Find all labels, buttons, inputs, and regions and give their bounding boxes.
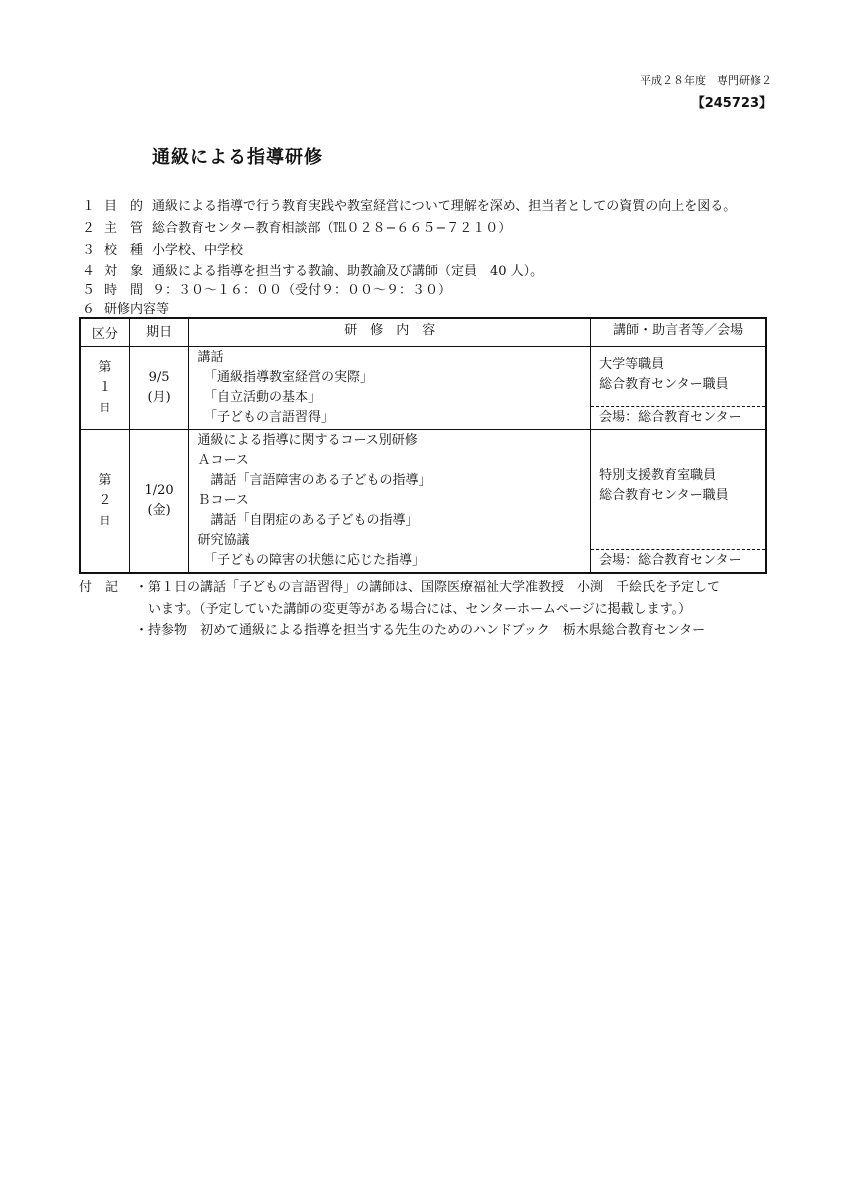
item-label: 時 間 [104,283,144,298]
item-number: ４ [82,264,96,279]
day-number: ２ [98,493,112,508]
day-char: 日 [99,401,111,414]
day-char: 第 [98,360,112,375]
header-course-info: 平成２８年度 専門研修２ [640,74,772,87]
content-line: 通級による指導に関するコース別研修 [197,433,418,448]
instructor-cell [591,347,766,430]
content-line: Ａコース [197,453,249,468]
item-label: 目 的 [104,199,144,214]
item-label: 研修内容等 [104,302,170,317]
item-label: 対 象 [104,264,144,279]
date-weekday: (金) [147,503,171,518]
content-line: 「子どもの障害の状態に応じた指導」 [197,553,425,568]
date-cell [129,430,189,574]
item-number: ２ [82,221,96,236]
date-value: 9/5 [148,370,170,385]
content-line: 研究協議 [197,533,250,548]
notes-label: 付 記 [79,580,119,595]
header-category: 区分 [80,318,129,347]
item-school-type [82,239,243,258]
item-text: 総合教育センター教育相談部（℡０２８−６６５−７２１０） [152,221,512,236]
day-cell [80,347,129,430]
date-value: 1/20 [144,483,174,498]
item-target [82,260,543,279]
date-cell [129,347,189,430]
instructor-line: 特別支援教育室職員 [599,468,717,483]
day-char: 第 [98,473,112,488]
item-label: 校 種 [104,243,144,258]
item-number: １ [82,199,96,214]
item-organizer [82,217,511,236]
note-line: ・第１日の講話「子どもの言語習得」の講師は、国際医療福祉大学准教授 小渕 千絵氏を予定して [135,580,721,595]
content-line: 講話「言語障害のある子どもの指導」 [197,473,432,488]
table-header-row [80,318,766,347]
table-row [80,430,766,574]
training-schedule-table [79,317,767,574]
item-number: ５ [82,283,96,298]
item-contents-heading [82,298,169,317]
content-line: 「子どもの言語習得」 [197,410,334,425]
content-line: 「通級指導教室経営の実際」 [197,370,373,385]
note-line: います。（予定していた講師の変更等がある場合には、センターホームページに掲載します。） [148,602,692,617]
note-line: ・持参物 初めて通級による指導を担当する先生のためのハンドブック 栃木県総合教育センター [135,623,706,638]
header-instructor: 講師・助言者等／会場 [591,318,766,347]
item-purpose [82,195,736,214]
header-date: 期日 [129,318,189,347]
day-cell [80,430,129,574]
content-cell [189,430,591,574]
content-line: 講話 [197,350,224,365]
instructor-cell [591,430,766,574]
instructor-line: 大学等職員 [599,357,665,372]
instructor-line: 総合教育センター職員 [599,488,729,503]
item-number: ３ [82,243,96,258]
day-char: 日 [99,514,111,527]
document-title: 通級による指導研修 [152,147,323,168]
venue: 会場：総合教育センター [591,406,765,429]
day-number: １ [98,380,112,395]
item-text: ９：３０〜１６：００（受付９：００〜９：３０） [152,283,452,298]
item-text: 通級による指導を担当する教諭、助教諭及び講師（定員 40 人）。 [152,264,544,279]
content-cell [189,347,591,430]
course-code: 【245723】 [691,96,772,111]
item-time [82,279,451,298]
date-weekday: (月) [147,390,171,405]
venue: 会場：総合教育センター [591,549,765,572]
header-content: 研 修 内 容 [189,318,591,347]
content-line: 「自立活動の基本」 [197,390,321,405]
table-row [80,347,766,430]
item-text: 小学校、中学校 [152,243,244,258]
content-line: Ｂコース [197,493,249,508]
item-number: ６ [82,302,96,317]
instructor-line: 総合教育センター職員 [599,377,729,392]
content-line: 講話「自閉症のある子どもの指導」 [197,513,419,528]
item-text: 通級による指導で行う教育実践や教室経営について理解を深め、担当者としての資質の向上を図る。 [152,199,737,214]
item-label: 主 管 [104,221,144,236]
